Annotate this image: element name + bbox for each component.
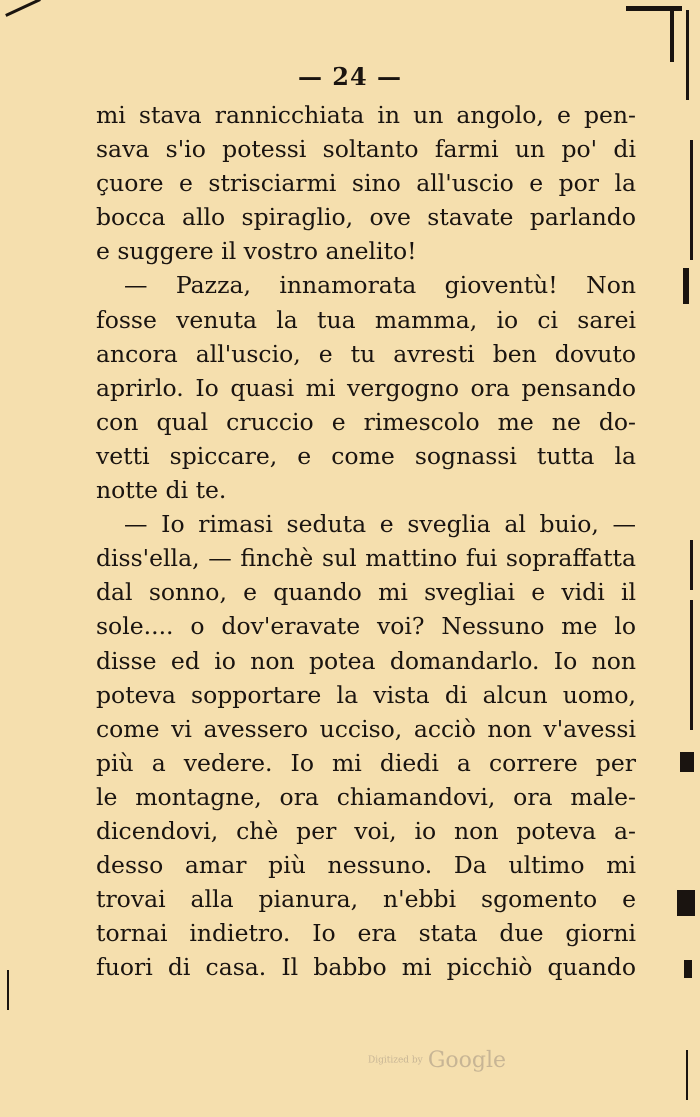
text-line: con qual cruccio e rimescolo me ne do- — [96, 407, 636, 436]
text-line: — Io rimasi seduta e sveglia al buio, — — [124, 510, 636, 539]
edge-scan-mark — [690, 600, 693, 730]
text-line: vetti spiccare, e come sognassi tutta la — [96, 441, 636, 470]
edge-scan-mark — [686, 10, 689, 100]
text-line: desso amar più nessuno. Da ultimo mi — [96, 851, 636, 880]
text-line: più a vedere. Io mi diedi a correre per — [96, 748, 636, 777]
text-line: le montagne, ora chiamandovi, ora male- — [96, 782, 636, 811]
edge-scan-mark — [690, 140, 693, 260]
corner-scan-mark — [5, 0, 41, 17]
text-line: disse ed io non potea domandarlo. Io non — [96, 646, 636, 675]
text-line: çuore e strisciarmi sino all'uscio e por la — [96, 169, 636, 198]
edge-scan-mark — [690, 540, 693, 590]
text-line: diss'ella, — finchè sul mattino fui sopraffatta — [96, 544, 636, 573]
text-line: — Pazza, innamorata gioventù! Non — [124, 271, 636, 300]
text-line: come vi avessero ucciso, acciò non v'avessi — [96, 714, 636, 743]
edge-scan-mark — [686, 1050, 688, 1100]
text-line: fuori di casa. Il babbo mi picchiò quando — [96, 953, 636, 982]
watermark-prefix: Digitized by — [368, 1055, 423, 1066]
body-text — [96, 98, 636, 984]
edge-scan-mark — [680, 752, 694, 772]
text-line: sole.... o dov'eravate voi? Nessuno me lo — [96, 612, 636, 641]
text-line: fosse venuta la tua mamma, io ci sarei — [96, 305, 636, 334]
text-line: poteva sopportare la vista di alcun uomo, — [96, 680, 636, 709]
edge-scan-mark — [670, 10, 674, 62]
text-line: dicendovi, chè per voi, io non poteva a- — [96, 816, 636, 845]
text-line: ancora all'uscio, e tu avresti ben dovuto — [96, 339, 636, 368]
edge-scan-mark — [7, 970, 9, 1010]
text-line: e suggere il vostro anelito! — [96, 237, 417, 266]
edge-scan-mark — [677, 890, 695, 916]
watermark-brand: Google — [427, 1048, 507, 1073]
edge-scan-mark — [683, 268, 689, 304]
page-number: — 24 — — [297, 62, 403, 91]
edge-scan-mark — [684, 960, 692, 978]
digitization-watermark — [368, 1048, 506, 1073]
text-line: aprirlo. Io quasi mi vergogno ora pensando — [96, 373, 636, 402]
text-line: dal sonno, e quando mi svegliai e vidi il — [96, 578, 636, 607]
text-line: bocca allo spiraglio, ove stavate parlando — [96, 203, 636, 232]
text-line: mi stava rannicchiata in un angolo, e pen- — [96, 101, 636, 129]
text-line: trovai alla pianura, n'ebbi sgomento e — [96, 885, 636, 914]
text-line: tornai indietro. Io era stata due giorni — [96, 919, 636, 948]
text-line: notte di te. — [96, 476, 227, 505]
text-line: sava s'io potessi soltanto farmi un po' di — [96, 135, 636, 164]
